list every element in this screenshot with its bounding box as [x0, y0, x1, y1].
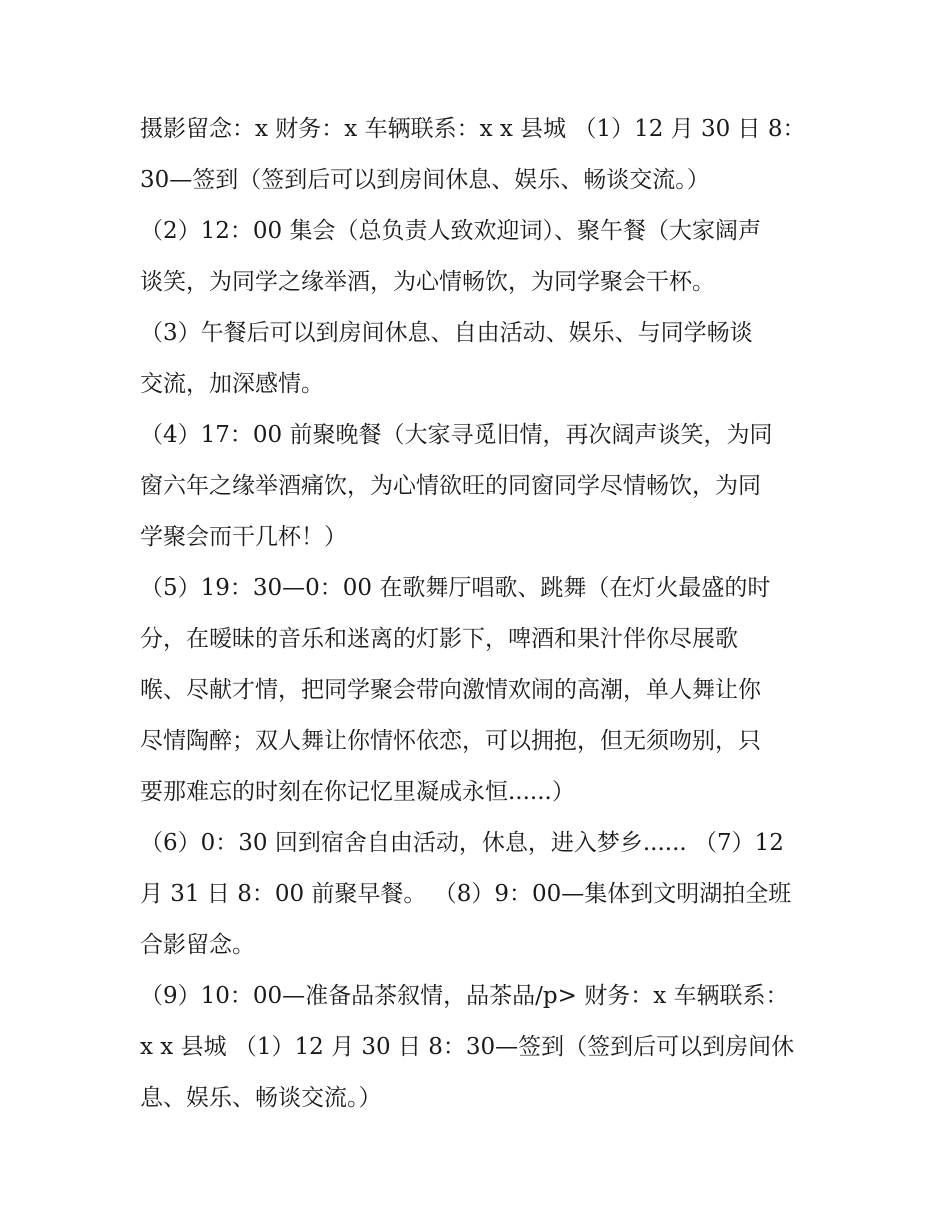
text-line: 30—签到（签到后可以到房间休息、娱乐、畅谈交流。）	[140, 167, 710, 193]
text-line: 谈笑，为同学之缘举酒，为心情畅饮，为同学聚会干杯。	[140, 269, 715, 295]
text-line: 息、娱乐、畅谈交流。）	[140, 1085, 382, 1111]
text-line: 要那难忘的时刻在你记忆里凝成永恒......）	[140, 779, 575, 805]
text-line: （3）午餐后可以到房间休息、自由活动、娱乐、与同学畅谈	[140, 320, 753, 346]
text-line: 窗六年之缘举酒痛饮，为心情欲旺的同窗同学尽情畅饮，为同	[140, 473, 761, 499]
text-line: （9）10：00—准备品茶叙情，品茶品/p> 财务：x 车辆联系：	[140, 983, 789, 1009]
text-line: （6）0：30 回到宿舍自由活动，休息，进入梦乡...... （7）12	[140, 830, 784, 856]
text-line: 尽情陶醉；双人舞让你情怀依恋，可以拥抱，但无须吻别，只	[140, 728, 761, 754]
text-line: 月 31 日 8：00 前聚早餐。 （8）9：00—集体到文明湖拍全班	[140, 881, 792, 907]
text-line: （2）12：00 集会（总负责人致欢迎词）、聚午餐（大家阔声	[140, 218, 761, 244]
body-text	[140, 104, 820, 1124]
text-line: 学聚会而干几杯！）	[140, 524, 347, 550]
text-line: 摄影留念：x 财务：x 车辆联系：x x 县城 （1）12 月 30 日 8：	[140, 116, 806, 142]
text-line: （5）19：30—0：00 在歌舞厅唱歌、跳舞（在灯火最盛的时	[140, 575, 771, 601]
text-line: （4）17：00 前聚晚餐（大家寻觅旧情，再次阔声谈笑，为同	[140, 422, 773, 448]
text-line: 分，在暧昧的音乐和迷离的灯影下，啤酒和果汁伴你尽展歌	[140, 626, 738, 652]
text-line: 合影留念。	[140, 932, 255, 958]
text-line: 喉、尽献才情，把同学聚会带向激情欢闹的高潮，单人舞让你	[140, 677, 761, 703]
text-line: 交流，加深感情。	[140, 371, 324, 397]
text-line: x x 县城 （1）12 月 30 日 8：30—签到（签到后可以到房间休	[140, 1034, 795, 1060]
